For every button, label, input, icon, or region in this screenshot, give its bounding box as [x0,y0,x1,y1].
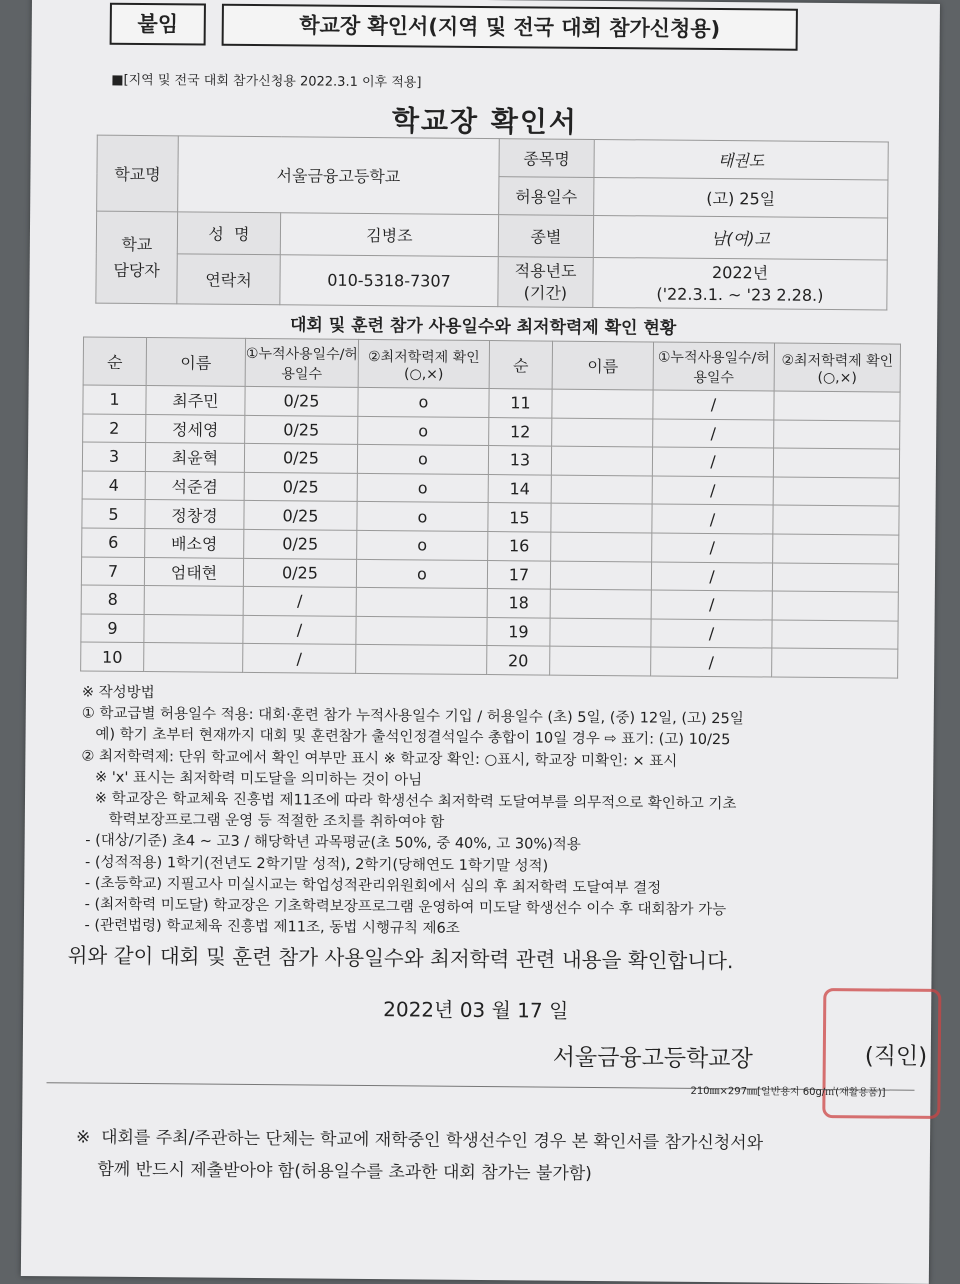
table-cell: 7 [81,557,144,586]
table-cell: o [356,559,487,589]
table-cell: 18 [487,589,550,618]
table-cell: 0/25 [244,444,357,474]
name-label: 성 명 [177,212,280,255]
table-cell: 0/25 [244,472,357,502]
col-header-name-2: 이름 [552,341,653,390]
table-cell [144,643,243,672]
status-title: 대회 및 훈련 참가 사용일수와 최저학력제 확인 현황 [289,315,677,339]
table-cell: / [653,419,774,449]
table-cell: 15 [488,503,551,532]
table-cell [550,618,651,647]
table-cell [356,616,487,646]
instruction-line: - (초등학교) 지필고사 미실시교는 학업성적관리위원회에서 심의 후 최저학력 도달여부 결정 [80,875,662,897]
table-cell: 최윤혁 [145,443,244,472]
col-header-name: 이름 [146,338,245,387]
table-cell: / [653,390,774,420]
table-cell [774,391,900,421]
table-cell [550,561,651,590]
document-title: 학교장 확인서 [391,104,579,139]
allowed-days-value: (고) 25일 [594,177,888,218]
allowed-days-label: 허용일수 [499,177,594,216]
table-cell: / [652,504,773,534]
table-cell: 정세영 [146,414,245,443]
name-value: 김병조 [280,213,498,257]
table-cell: / [651,647,772,677]
issue-date: 2022년 03 월 17 일 [383,997,569,1023]
instruction-line: ※ 'x' 표시는 최저학력 미도달을 의미하는 것이 아님 [81,769,423,789]
table-cell: o [357,445,488,475]
table-cell [551,446,652,475]
instruction-line: - (최저학력 미도달) 학교장은 기초학력보장프로그램 운영하여 미도달 학생선수 이수 후 대회참가 가능 [80,896,727,919]
table-cell: 20 [487,646,550,675]
table-cell: 11 [489,389,552,418]
table-cell: 0/25 [244,529,357,559]
instruction-line: ※ 학교장은 학교체육 진흥법 제11조에 따라 학생선수 최저학력 도달여부를 의무적으로 확인하고 기초 [80,790,737,813]
table-cell [551,503,652,532]
table-cell: 3 [82,442,145,471]
table-cell: o [357,473,488,503]
table-cell: / [652,476,773,506]
table-cell: 6 [82,528,145,557]
document-page [21,0,940,1284]
contact-value: 010-5318-7307 [280,255,498,307]
table-cell: 석준겸 [145,471,244,500]
table-cell: 13 [488,446,551,475]
table-cell [774,420,900,450]
form-title-box: 학교장 확인서(지역 및 전국 대회 참가신청용) [222,4,798,51]
table-cell [552,418,653,447]
table-cell: / [243,587,356,617]
period-value: ('22.3.1. ~ '23 2.28.) [656,283,824,305]
table-cell: / [652,533,773,563]
table-cell [144,614,243,643]
confirm-statement: 위와 같이 대회 및 훈련 참가 사용일수와 최저학력 관련 내용을 확인합니다. [67,943,734,974]
table-cell [551,532,652,561]
table-cell: 4 [82,471,145,500]
instruction-line: - (성적적용) 1학기(전년도 2학기말 성적), 2학기(당해연도 1학기말 성적) [80,854,549,875]
table-cell: o [357,530,488,560]
table-cell [773,477,899,507]
table-cell [551,475,652,504]
attachment-badge: 붙임 [110,3,206,46]
col-header-days: ①누적사용일수/허용일수 [245,338,358,387]
col-header-no-2: 순 [489,341,552,390]
table-cell: 12 [489,417,552,446]
table-cell: 5 [82,499,145,528]
status-table [80,336,901,678]
table-cell: 16 [488,532,551,561]
table-row [81,642,898,678]
table-cell: / [243,615,356,645]
table-cell: 정창경 [145,500,244,529]
status-table-header [83,337,900,392]
table-cell: 최주민 [146,386,245,415]
col-header-days-2: ①누적사용일수/허용일수 [653,342,774,391]
contact-label: 연락처 [177,254,280,305]
col-header-check-2: ②최저학력제 확인(○,×) [774,343,900,392]
table-cell: 19 [487,617,550,646]
table-cell [772,591,898,621]
year-label: 적용년도 (기간) [498,257,593,308]
instruction-line: ② 최저학력제: 단위 학교에서 확인 여부만 표시 ※ 학교장 확인: ○표시, 학교장 미확인: × 표시 [81,748,678,770]
table-cell: 8 [81,585,144,614]
table-cell [550,589,651,618]
table-cell [552,389,653,418]
instruction-line: - (관련법령) 학교체육 진흥법 제11조, 동법 시행규칙 제6조 [79,917,460,937]
table-cell [550,646,651,675]
sport-label: 종목명 [499,139,594,178]
table-cell: 17 [487,560,550,589]
table-cell: 0/25 [245,386,358,416]
footer-note-1: ※ 대회를 주최/주관하는 단체는 학교에 재학중인 학생선수인 경우 본 확인서를 참가신청서와 [75,1127,764,1154]
table-cell: o [358,416,489,446]
table-cell: / [652,447,773,477]
instruction-line: ① 학교급별 허용일수 적용: 대회·훈련 참가 누적사용일수 기입 / 허용일수 (초) 5일, (중) 12일, (고) 25일 [81,705,744,728]
footer-note-2: 함께 반드시 제출받아야 함(허용일수를 초과한 대회 참가는 불가함) [75,1159,592,1184]
form-subtitle: ■[지역 및 전국 대회 참가신청용 2022.3.1 이후 적용] [111,72,422,91]
manager-label: 학교 담당자 [96,211,178,304]
table-cell: 14 [488,474,551,503]
table-cell [772,620,898,650]
official-seal-stamp [822,988,941,1119]
school-label: 학교명 [97,135,179,212]
school-value: 서울금융고등학교 [178,136,500,215]
info-table [95,135,888,311]
table-cell: / [651,619,772,649]
table-cell: / [651,590,772,620]
table-cell: 9 [81,614,144,643]
year-value: 2022년 [711,262,769,282]
table-cell [772,648,898,678]
table-cell [144,586,243,615]
col-header-check: ②최저학력제 확인(○,×) [358,339,489,388]
table-cell [356,588,487,618]
table-cell: 1 [83,385,146,414]
table-cell [772,563,898,593]
paper-spec: 210㎜×297㎜[일반용지 60g/㎡(재활용품)] [690,1085,886,1099]
gender-value: 남(여)고 [593,215,887,260]
instruction-line: - (대상/기준) 초4 ~ 고3 / 해당학년 과목평균(초 50%, 중 40%, 고 30%)적용 [80,832,581,854]
col-header-no: 순 [83,337,146,386]
instruction-line: 예) 학기 초부터 현재까지 대회 및 훈련참가 출석인정결석일수 총합이 10일 경우 ⇨ 표기: (고) 10/25 [81,726,731,749]
table-cell [773,534,899,564]
table-cell: / [651,562,772,592]
table-cell: 0/25 [243,558,356,588]
instruction-line: 학력보장프로그램 운영 등 적절한 조치를 취하여야 함 [80,811,445,831]
table-cell: 엄태현 [144,557,243,586]
instruction-line: ※ 작성방법 [81,684,155,702]
table-cell: 배소영 [145,529,244,558]
seal-label: (직인) [864,1043,928,1070]
table-cell: 0/25 [245,415,358,445]
table-cell: o [357,502,488,532]
table-cell [773,448,899,478]
table-cell: o [358,387,489,417]
table-cell: 0/25 [244,501,357,531]
table-cell: 2 [83,414,146,443]
table-cell [773,505,899,535]
table-cell: 10 [81,642,144,671]
table-cell: / [243,644,356,674]
table-cell [356,645,487,675]
principal-signature: 서울금융고등학교장 [552,1044,753,1073]
sport-value: 태권도 [594,139,888,180]
gender-label: 종별 [498,215,593,258]
